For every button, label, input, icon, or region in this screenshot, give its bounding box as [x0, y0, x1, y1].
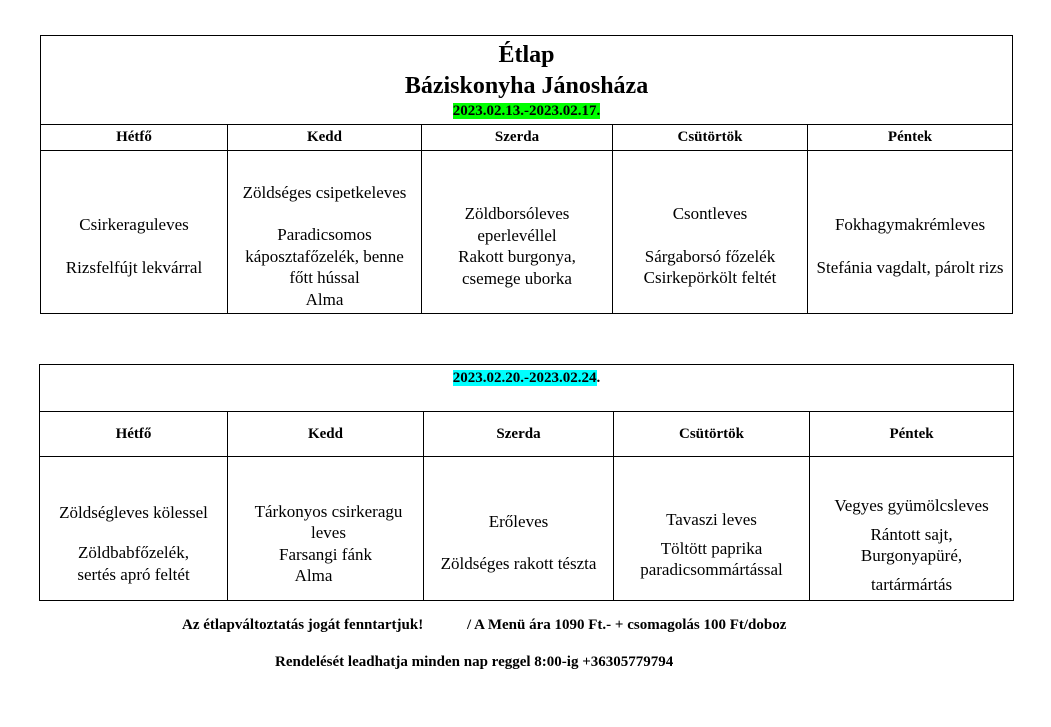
soup-item: Csontleves: [672, 204, 748, 224]
day-header-monday: Hétfő: [41, 125, 228, 151]
extra-item: Csirkepörkölt feltét: [643, 268, 777, 288]
main-course-item: Sárgaborsó főzelék: [644, 246, 776, 266]
meal-cell-thursday: [613, 151, 808, 314]
meal-cell-wednesday: [424, 457, 614, 601]
main-course-item: Stefánia vagdalt, párolt rizs: [816, 257, 1004, 277]
week2-menu-table: [39, 364, 1014, 601]
main-course-item: Zöldbabfőzelék, sertés apró feltét: [77, 543, 190, 584]
meal-cell-thursday: [614, 457, 810, 601]
day-header-tuesday: Kedd: [228, 412, 424, 457]
main-course-item: Töltött paprika paradicsommártással: [640, 538, 783, 580]
date-suffix: .: [596, 370, 601, 386]
meal-cell-friday: [808, 151, 1013, 314]
week1-menu-table: [40, 35, 1013, 314]
main-course-item: Rántott sajt, Burgonyapüré,: [860, 524, 963, 565]
day-header-monday: Hétfő: [40, 412, 228, 457]
main-course-item: Zöldséges rakott tészta: [440, 553, 597, 573]
day-header-tuesday: Kedd: [228, 125, 422, 151]
day-header-thursday: Csütörtök: [614, 412, 810, 457]
soup-item: Tavaszi leves: [666, 510, 757, 530]
change-notice: Az étlapváltoztatás jogát fenntartjuk!: [182, 617, 424, 633]
soup-item: Csirkeraguleves: [79, 215, 189, 234]
soup-item: Erőleves: [488, 512, 549, 531]
order-info: Rendelését leadhatja minden nap reggel 8:00-ig +36305779794: [275, 654, 674, 670]
soup-item: Fokhagymakrémleves: [834, 215, 986, 234]
kitchen-name: Báziskonyha Jánosháza: [404, 72, 649, 99]
main-course-item: Farsangi fánk: [278, 544, 372, 564]
soup-item: Vegyes gyümölcsleves: [834, 496, 989, 515]
meal-cell-tuesday: [228, 457, 424, 601]
week1-date-range: 2023.02.13.-2023.02.17.: [452, 102, 601, 119]
extra-item: tartármártás: [870, 574, 953, 594]
meal-cell-monday: [41, 151, 228, 314]
main-course-item: Paradicsomos káposztafőzelék, benne főtt hússal: [245, 225, 404, 288]
extra-item: Alma: [305, 289, 344, 309]
day-header-wednesday: Szerda: [422, 125, 613, 151]
soup-item: Zöldségleves kölessel: [59, 502, 208, 522]
meal-cell-monday: [40, 457, 228, 601]
day-header-wednesday: Szerda: [424, 412, 614, 457]
price-info: / A Menü ára 1090 Ft.- + csomagolás 100 Ft/doboz: [467, 617, 787, 633]
soup-item: Zöldborsóleves eperlevéllel: [464, 204, 570, 245]
day-header-friday: Péntek: [810, 412, 1014, 457]
soup-item: Tárkonyos csirkeragu leves: [254, 501, 403, 542]
main-course-item: Rakott burgonya, csemege uborka: [458, 247, 576, 288]
menu-title: Étlap: [498, 41, 555, 68]
soup-item: Zöldséges csipetkeleves: [242, 182, 407, 202]
week2-header: [40, 365, 1014, 412]
extra-item: Alma: [294, 566, 333, 585]
week2-date-range: 2023.02.20.-2023.02.24: [452, 370, 597, 386]
day-header-friday: Péntek: [808, 125, 1013, 151]
meal-cell-friday: [810, 457, 1014, 601]
week1-header: [41, 36, 1013, 125]
meal-cell-tuesday: [228, 151, 422, 314]
meal-cell-wednesday: [422, 151, 613, 314]
main-course-item: Rizsfelfújt lekvárral: [65, 257, 203, 277]
day-header-thursday: Csütörtök: [613, 125, 808, 151]
